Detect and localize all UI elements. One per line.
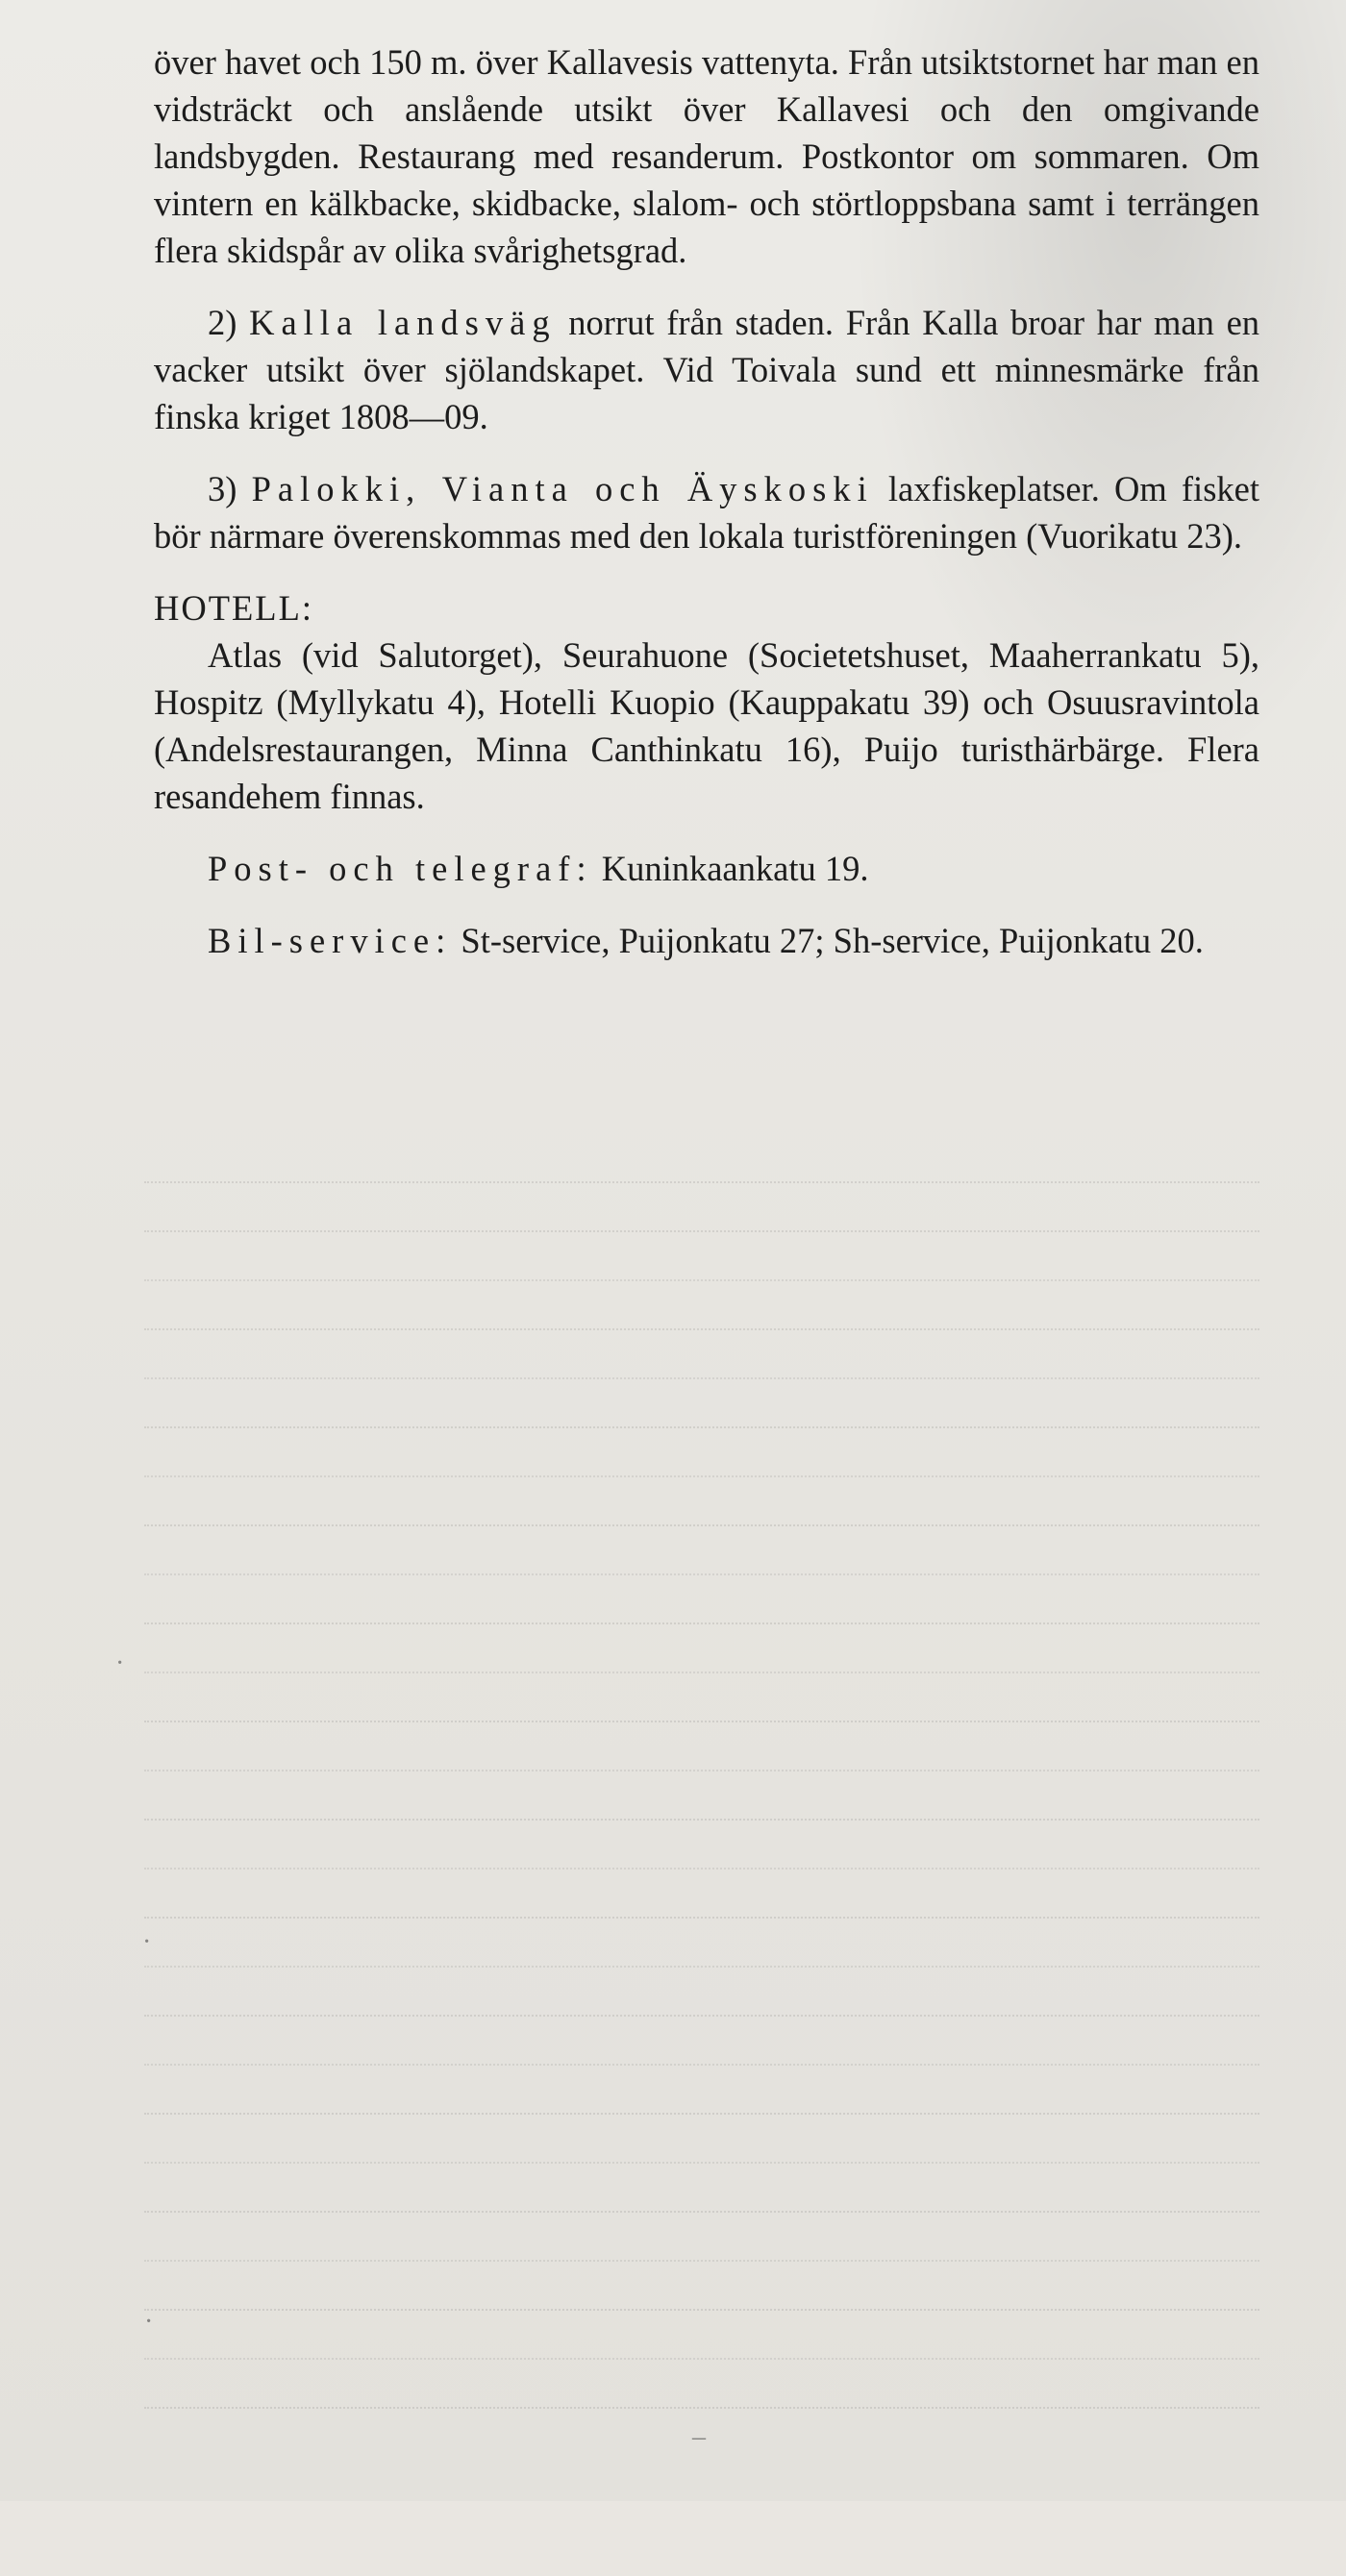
show-through-texture (144, 1134, 1259, 2576)
paragraph-kalla (154, 299, 1259, 440)
paragraph-puijo (154, 38, 1259, 274)
scan-mark: ‒ (692, 2422, 706, 2452)
paragraph-post (154, 845, 1259, 892)
section-heading-hotels: HOTELL: (154, 588, 314, 628)
item-number: 3) (208, 469, 237, 508)
paragraph-text: Atlas (vid Salutorget), Seurahuone (Societetshuset, Maaherrankatu 5), Hospitz (Myllykatu 4), Hotelli Kuopio (Kauppakatu 39) och Osuusravintola (Andelsrestaurangen, Minna Canthinkatu 16), Puijo turisthärbärge. Flera resandehem finnas. (154, 635, 1259, 816)
paragraph-text: norrut från staden. Från Kalla broar har man en vacker utsikt över sjölandskapet. Vid Toivala sund ett minnesmärke från finska kriget 1808—09. (154, 303, 1260, 436)
scan-mark: · (142, 1927, 152, 1957)
item-title: Bil-service: (208, 921, 453, 960)
item-number: 2) (208, 303, 237, 342)
scan-mark: · (115, 1648, 125, 1678)
paragraph-fishing (154, 465, 1259, 559)
paragraph-bil-service (154, 917, 1259, 964)
item-title: Kalla landsväg (249, 303, 557, 342)
paragraph-text: St-service, Puijonkatu 27; Sh-service, Puijonkatu 20. (461, 921, 1204, 960)
document-text (154, 38, 1259, 964)
paragraph-text: laxfiskeplatser. Om fisket bör närmare överenskommas med den lokala turistföreningen (Vuorikatu 23). (154, 469, 1259, 556)
item-title: Palokki, Vianta och Äyskoski (251, 469, 874, 508)
paragraph-hotels (154, 632, 1259, 820)
item-title: Post- och telegraf: (208, 849, 593, 888)
paragraph-text: över havet och 150 m. över Kallavesis vattenyta. Från utsiktstornet har man en vidsträckt och anslående utsikt över Kallavesi och den omgivande landsbygden. Restaurang med resanderum. Postkontor om sommaren. Om vintern en kälkbacke, skidbacke, slalom- och störtloppsbana samt i terrängen flera skidspår av olika svårighetsgrad. (154, 42, 1259, 270)
scan-mark: · (144, 2307, 154, 2337)
paragraph-text: Kuninkaankatu 19. (601, 849, 869, 888)
